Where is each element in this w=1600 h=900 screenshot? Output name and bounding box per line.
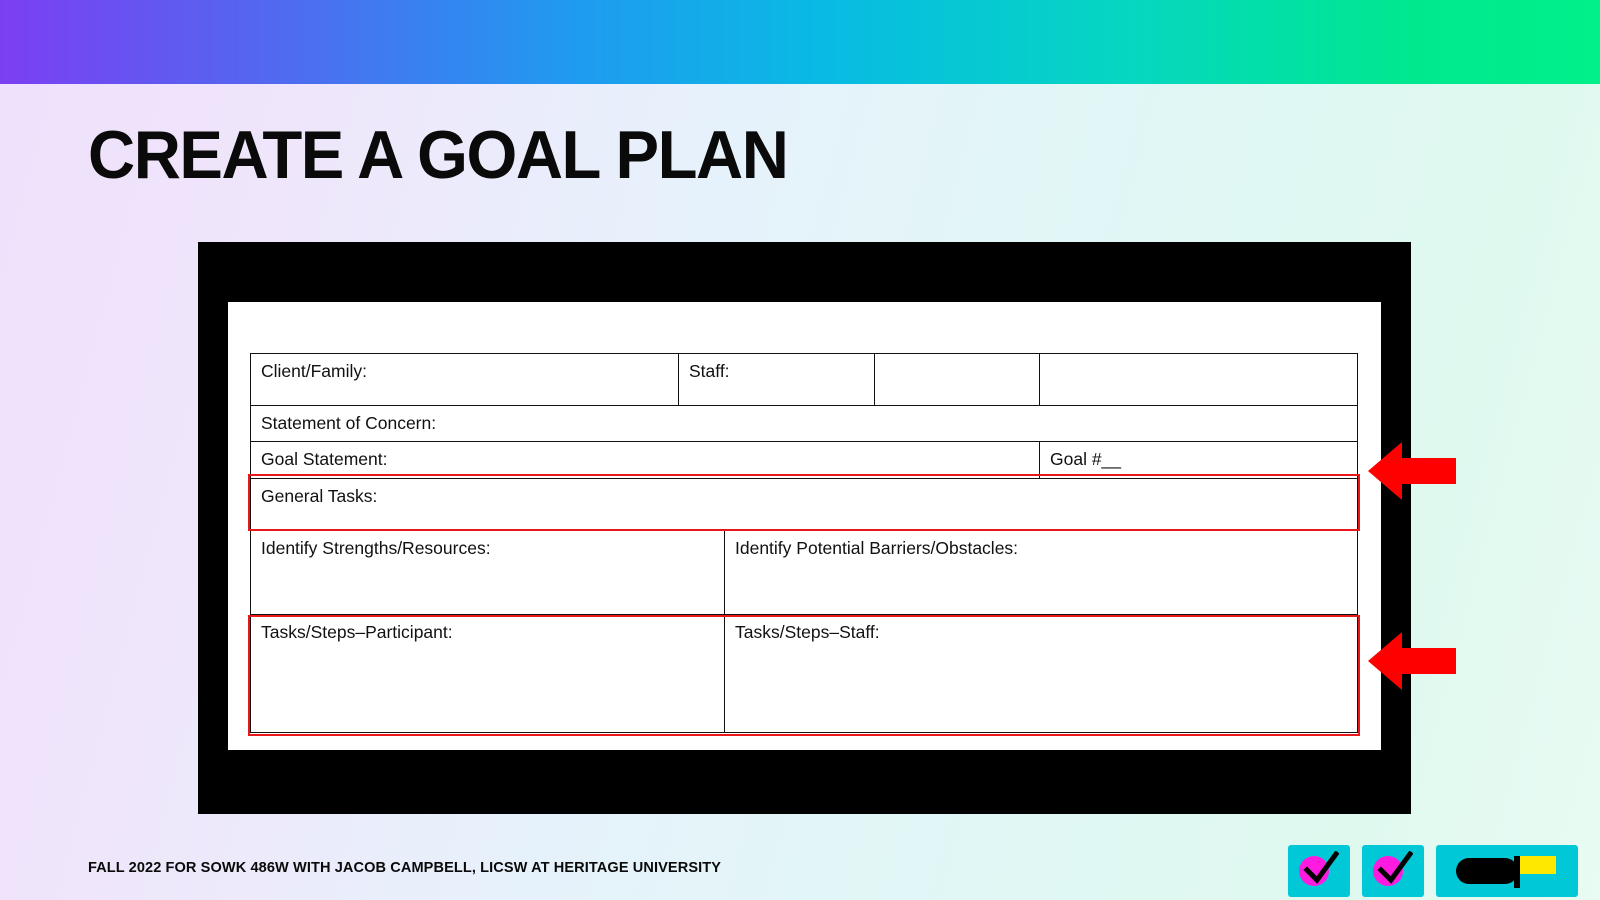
checkmark-icon xyxy=(1373,851,1413,891)
goal-plan-image-frame xyxy=(198,242,1411,814)
gradient-top-bar xyxy=(0,0,1600,84)
check-badge-2 xyxy=(1362,845,1424,897)
page-title: CREATE A GOAL PLAN xyxy=(88,117,788,193)
table-row xyxy=(251,354,1357,406)
flag-badge xyxy=(1436,845,1578,897)
cell-staff: Staff: xyxy=(679,354,875,405)
goal-plan-document xyxy=(228,302,1381,750)
badge-group xyxy=(1288,845,1578,897)
checkmark-icon xyxy=(1299,851,1339,891)
cell-tasks-steps-participant: Tasks/Steps–Participant: xyxy=(251,615,725,732)
flag-icon xyxy=(1452,852,1562,890)
table-row xyxy=(251,615,1357,732)
cell-general-tasks: General Tasks: xyxy=(261,486,378,506)
goal-plan-table xyxy=(250,353,1358,733)
cell-goal-statement: Goal Statement: xyxy=(251,442,1040,478)
table-row xyxy=(251,406,1357,442)
left-arrow-icon-tasks-steps xyxy=(1368,630,1456,692)
cell-identify-strengths-resources: Identify Strengths/Resources: xyxy=(251,531,725,614)
cell-blank-1 xyxy=(875,354,1040,405)
cell-blank-2 xyxy=(1040,354,1357,405)
cell-statement-of-concern: Statement of Concern: xyxy=(261,413,437,433)
cell-goal-number: Goal #__ xyxy=(1050,449,1122,469)
footer-text: FALL 2022 FOR SOWK 486W WITH JACOB CAMPBELL, LICSW AT HERITAGE UNIVERSITY xyxy=(88,859,722,876)
table-row xyxy=(251,442,1357,479)
check-badge-1 xyxy=(1288,845,1350,897)
cell-tasks-steps-staff: Tasks/Steps–Staff: xyxy=(735,622,880,642)
table-row xyxy=(251,479,1357,531)
table-row xyxy=(251,531,1357,615)
cell-client-family: Client/Family: xyxy=(251,354,679,405)
cell-identify-potential-barriers: Identify Potential Barriers/Obstacles: xyxy=(735,538,1019,558)
left-arrow-icon-general-tasks xyxy=(1368,440,1456,502)
